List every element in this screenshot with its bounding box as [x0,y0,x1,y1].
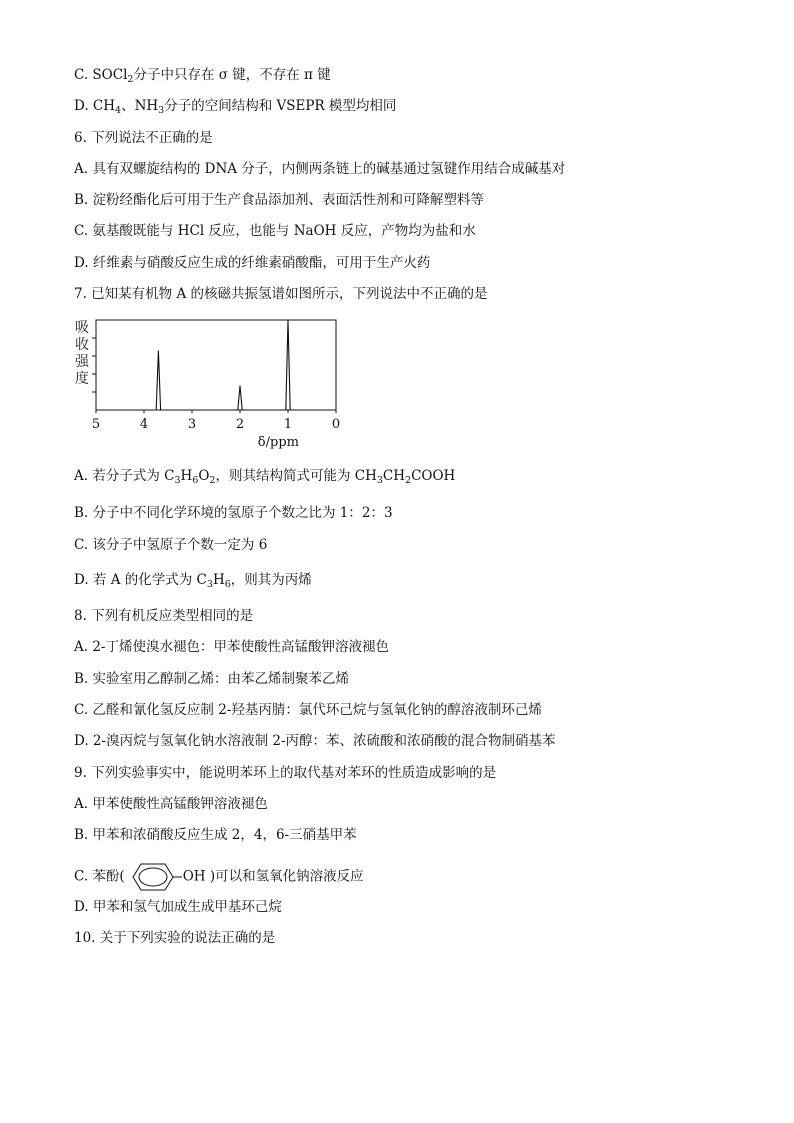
x-tick-label: 3 [187,417,197,432]
line-q8c [74,701,542,719]
text-span: D. CH [74,98,116,114]
y-axis-label-char: 吸 [75,320,89,336]
y-axis-label-char: 强 [75,354,89,370]
line-q7b [74,504,393,522]
text-span: 分子中只存在 σ 键，不存在 π 键 [133,67,331,83]
nmr-spectrum-svg [70,316,370,456]
subscript: 2 [127,74,134,85]
text-span: D. 甲苯和氢气加成生成甲基环己烷 [74,899,282,915]
text-span: A. 具有双螺旋结构的 DNA 分子，内侧两条链上的碱基通过氢键作用结合成碱基对 [74,161,566,177]
x-axis-label: δ/ppm [257,435,299,450]
text-span: B. 分子中不同化学环境的氢原子个数之比为 1：2：3 [74,505,393,521]
text-span: ，则其结构简式可能为 CH [215,468,377,484]
x-tick-label: 5 [91,417,101,432]
subscript: 6 [224,579,231,590]
text-span: H [212,572,225,588]
line-q7d [74,571,312,589]
line-q6a [74,160,565,178]
text-span: O [198,468,210,484]
spectrum-peak [156,351,160,410]
benzene-ring-icon [125,862,183,892]
subscript: 4 [115,105,122,116]
spectrum-peak [286,320,290,410]
line-q6c [74,222,476,240]
line-q9 [74,764,496,782]
text-span: 8. 下列有机反应类型相同的是 [74,608,254,624]
line-q8a [74,638,389,656]
text-span: A. 甲苯使酸性高锰酸钾溶液褪色 [74,796,268,812]
subscript: 3 [158,105,165,116]
subscript: 6 [192,475,199,486]
x-tick-label: 0 [331,417,341,432]
text-span: C. 氨基酸既能与 HCl 反应，也能与 NaOH 反应，产物均为盐和水 [74,223,476,239]
text-span: CH [382,468,406,484]
text-span: H [180,468,193,484]
line-q6 [74,129,213,147]
y-axis-label-char: 收 [75,337,89,353]
line-q8 [74,607,253,625]
subscript: 3 [376,475,383,486]
line-q6d [74,254,430,272]
line-q6b [74,191,484,209]
line-q7a [74,467,455,485]
line-q8d [74,732,556,750]
nmr-spectrum-chart [70,316,370,456]
text-span: COOH [411,468,456,484]
text-span: 7. 已知某有机物 A 的核磁共振氢谱如图所示，下列说法中不正确的是 [74,286,488,302]
text-span: OH )可以和氢氧化钠溶液反应 [182,868,364,885]
line-q7 [74,285,488,303]
x-tick-label: 1 [283,417,293,432]
x-tick-label: 2 [235,417,245,432]
text-span: D. 若 A 的化学式为 C [74,572,207,588]
line-q9d [74,898,282,916]
text-span: C. SOCl [74,67,128,83]
text-span: B. 淀粉经酯化后可用于生产食品添加剂、表面活性剂和可降解塑料等 [74,192,485,208]
line-q10 [74,929,275,947]
text-span: 10. 关于下列实验的说法正确的是 [74,930,276,946]
line-q7c [74,536,267,554]
line-c-socl2 [74,66,331,84]
text-span: C. 乙醛和氰化氢反应制 2-羟基丙腈：氯代环己烷与氢氧化钠的醇溶液制环己烯 [74,702,542,718]
line-q8b [74,670,349,688]
spectrum-peak [238,386,242,410]
subscript: 2 [209,475,216,486]
plot-frame [96,320,336,410]
text-span: C. 该分子中氢原子个数一定为 6 [74,537,268,553]
text-span: B. 甲苯和浓硝酸反应生成 2，4，6-三硝基甲苯 [74,827,357,843]
subscript: 3 [174,475,181,486]
text-span: A. 若分子式为 C [74,468,175,484]
text-span: D. 纤维素与硝酸反应生成的纤维素硝酸酯，可用于生产火药 [74,255,431,271]
subscript: 3 [206,579,213,590]
text-span: 、NH [121,98,159,114]
line-q9c [74,862,364,892]
subscript: 2 [405,475,412,486]
text-span: ，则其为丙烯 [230,572,312,588]
x-tick-label: 4 [139,417,149,432]
text-span: C. 苯酚( [74,868,125,885]
text-span: 6. 下列说法不正确的是 [74,130,213,146]
line-d-ch4 [74,97,396,115]
text-span: 9. 下列实验事实中，能说明苯环上的取代基对苯环的性质造成影响的是 [74,765,497,781]
line-q9b [74,826,357,844]
y-axis-label-char: 度 [75,371,89,387]
text-span: B. 实验室用乙醇制乙烯：由苯乙烯制聚苯乙烯 [74,671,350,687]
text-span: D. 2-溴丙烷与氢氧化钠水溶液制 2-丙醇：苯、浓硫酸和浓硝酸的混合物制硝基苯 [74,733,556,749]
text-span: 分子的空间结构和 VSEPR 模型均相同 [164,98,397,114]
text-span: A. 2-丁烯使溴水褪色：甲苯使酸性高锰酸钾溶液褪色 [74,639,389,655]
line-q9a [74,795,268,813]
